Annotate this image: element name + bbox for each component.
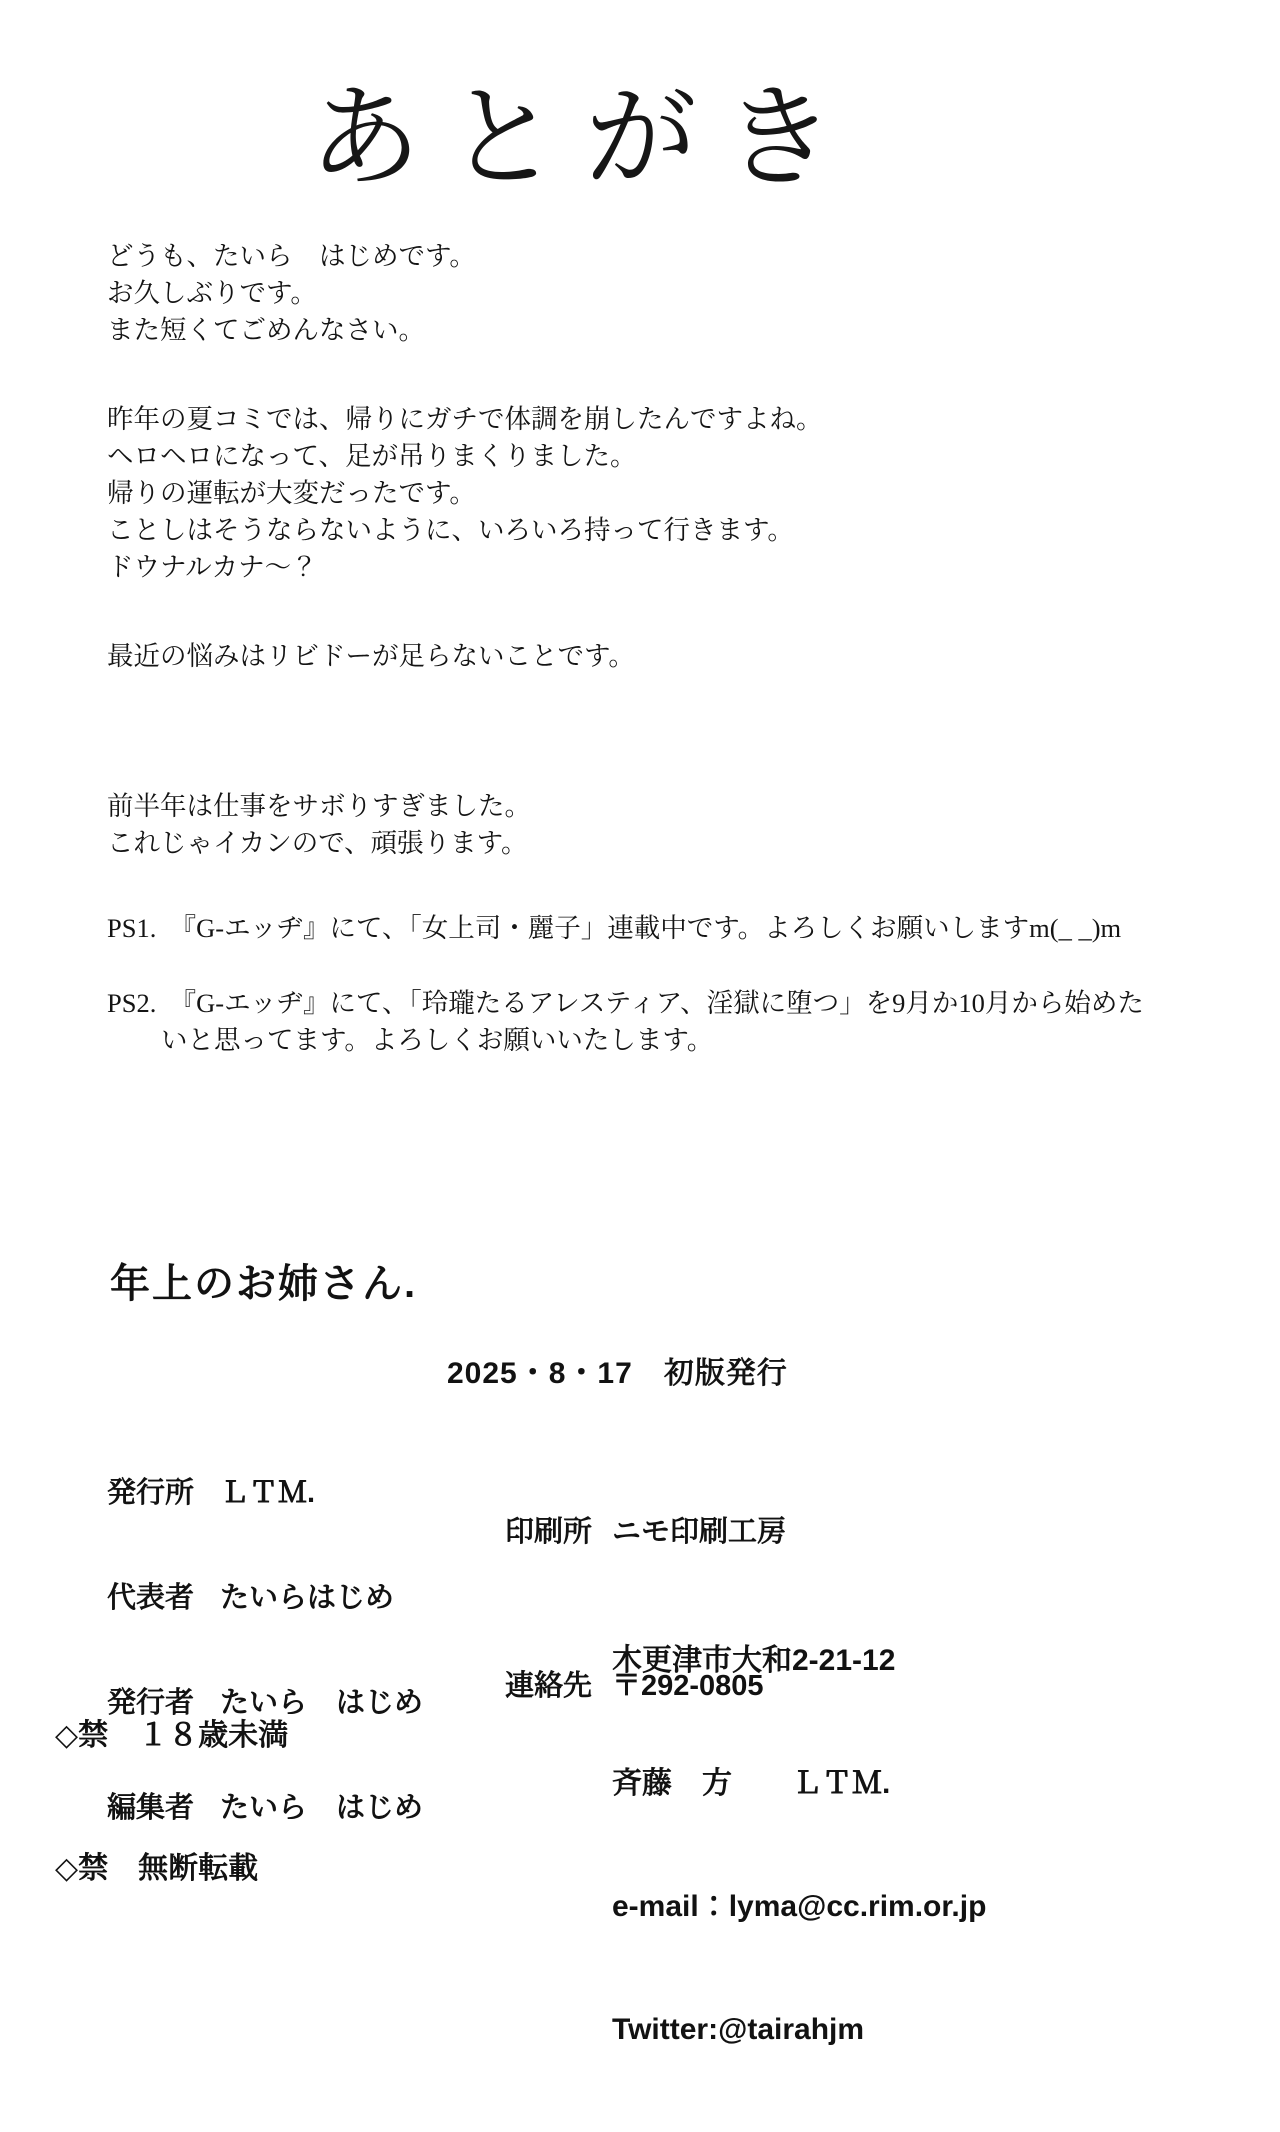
address-line: 斉藤 方 ＬＴＭ. <box>612 1767 891 1800</box>
body-line: これじゃイカンので、頑張ります。 <box>107 828 528 858</box>
book-title: 年上のお姉さん. <box>110 1262 418 1306</box>
issuer-label: 発行者 <box>107 1687 195 1719</box>
representative-label: 代表者 <box>107 1582 195 1614</box>
body-line: お久しぶりです。 <box>107 278 317 308</box>
prohibition-under-18: ◇禁 １８歳未満 <box>55 1719 289 1752</box>
body-line: PS1. 『G-エッヂ』にて、「女上司・麗子」連載中です。よろしくお願いしますm(_ _)m <box>107 913 1122 943</box>
publisher-label: 発行所 <box>107 1477 195 1509</box>
prohibition-notices <box>55 1652 288 1952</box>
contact-label: 連絡先 <box>505 1670 593 1702</box>
page-title: あとがき <box>309 73 861 203</box>
body-line: 前半年は仕事をサボりすぎました。 <box>107 791 531 821</box>
body-line: 昨年の夏コミでは、帰りにガチで体調を崩したんですよね。 <box>107 404 823 434</box>
printer-value: ニモ印刷工房 <box>612 1516 787 1548</box>
body-line: ことしはそうならないように、いろいろ持って行きます。 <box>107 515 794 545</box>
editor-value: たいら はじめ <box>220 1792 424 1824</box>
printer-label: 印刷所 <box>505 1516 593 1548</box>
afterword-body <box>107 238 1207 1059</box>
body-line: どうも、たいら はじめです。 <box>107 241 476 271</box>
body-line: ドウナルカナ～？ <box>107 552 318 582</box>
contact-address <box>612 1558 986 2132</box>
editor-label: 編集者 <box>107 1792 195 1824</box>
body-line: ヘロヘロになって、足が吊りまくりました。 <box>107 441 637 471</box>
body-line: 最近の悩みはリビドーが足らないことです。 <box>107 641 635 671</box>
publisher-value: ＬＴＭ. <box>220 1477 316 1509</box>
prohibition-no-reprint: ◇禁 無断転載 <box>55 1852 259 1885</box>
paragraph-ps1 <box>107 910 1207 947</box>
email-line: e-mail：lyma@cc.rim.or.jp <box>612 1890 987 1923</box>
representative-row <box>107 1575 423 1614</box>
body-line: 帰りの運転が大変だったです。 <box>107 478 476 508</box>
body-line: また短くてごめんなさい。 <box>107 315 425 345</box>
printer-row <box>505 1509 786 1550</box>
representative-value: たいらはじめ <box>220 1582 395 1614</box>
publisher-row <box>107 1470 423 1509</box>
paragraph-work <box>107 788 1207 862</box>
body-line: PS2. 『G-エッヂ』にて、「玲瓏たるアレスティア、淫獄に堕つ」を9月か10月から始めた <box>107 988 1144 1018</box>
paragraph-summer-comiket <box>107 401 1207 586</box>
issuer-value: たいら はじめ <box>220 1687 424 1719</box>
address-line: 木更津市大和2-21-12 <box>612 1644 896 1677</box>
postal-code: 〒292-0805 <box>612 1670 764 1702</box>
body-line: いと思ってます。よろしくお願いいたします。 <box>161 1025 714 1055</box>
paragraph-worry <box>107 638 1207 675</box>
paragraph-ps2 <box>107 985 1207 1059</box>
paragraph-greeting <box>107 238 1207 349</box>
edition-date: 2025・8・17 初版発行 <box>447 1357 788 1390</box>
twitter-line: Twitter:@tairahjm <box>612 2013 865 2046</box>
